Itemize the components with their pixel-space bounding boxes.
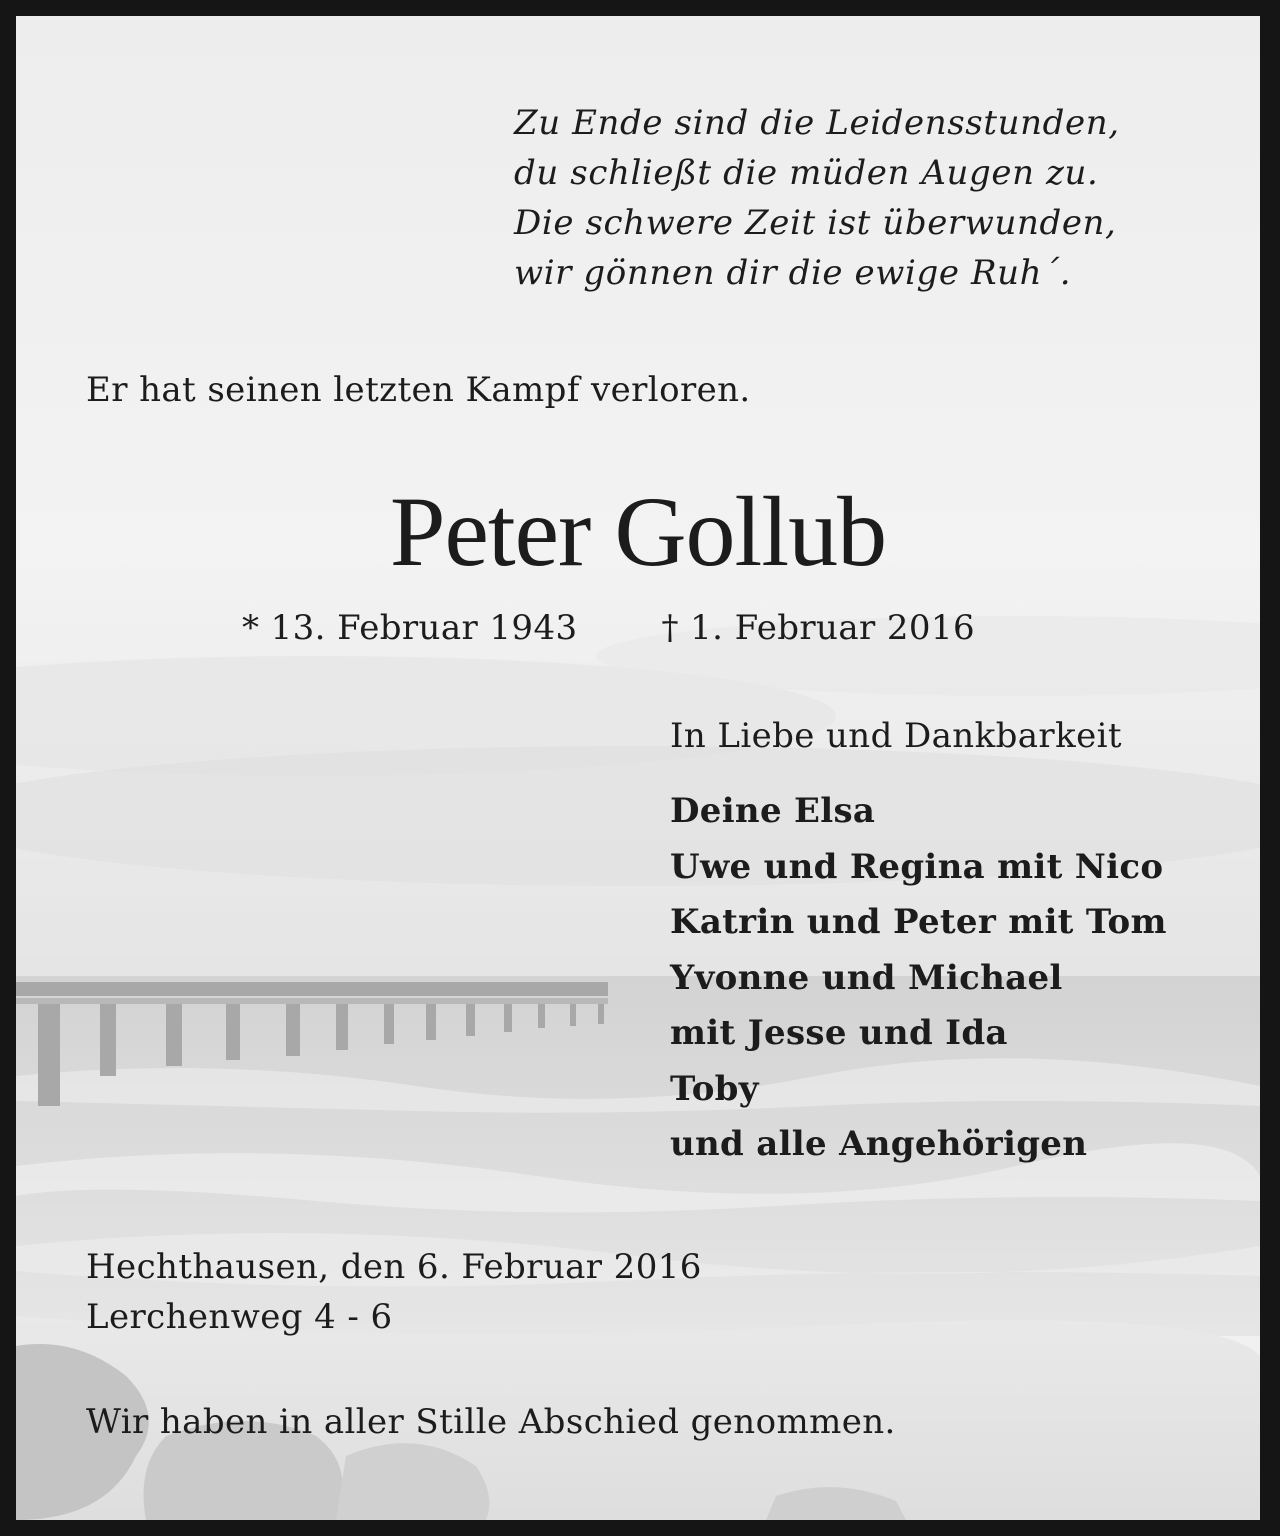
poem-line: Die schwere Zeit ist überwunden, (514, 203, 1117, 243)
place-date: Hechthausen, den 6. Februar 2016 (86, 1247, 702, 1287)
place-and-address (86, 1242, 702, 1342)
mourner-entry: Yvonne und Michael (670, 957, 1063, 998)
death-date: † 1. Februar 2016 (661, 608, 975, 648)
memorial-poem (514, 98, 1120, 298)
mourner-entry: Deine Elsa (670, 791, 876, 831)
mourner-entry: Katrin und Peter mit Tom (670, 902, 1167, 942)
poem-line: wir gönnen dir die ewige Ruh´. (514, 253, 1072, 293)
poem-line: Zu Ende sind die Leidensstunden, (514, 103, 1120, 143)
street-address: Lerchenweg 4 - 6 (86, 1297, 393, 1337)
farewell-note: Wir haben in aller Stille Abschied genommen. (86, 1402, 896, 1442)
life-dates (242, 608, 975, 648)
deceased-name: Peter Gollub (389, 476, 887, 587)
mourner-entry: Uwe und Regina mit Nico (670, 846, 1164, 887)
birth-date: * 13. Februar 1943 (242, 608, 578, 648)
mourner-entry: und alle Angehörigen (670, 1124, 1088, 1164)
poem-line: du schließt die müden Augen zu. (514, 153, 1099, 193)
mourners-list (670, 784, 1167, 1173)
mourner-entry: mit Jesse und Ida (670, 1013, 1008, 1053)
thanks-line: In Liebe und Dankbarkeit (670, 716, 1122, 756)
mourner-entry: Toby (670, 1068, 759, 1109)
intro-sentence: Er hat seinen letzten Kampf verloren. (86, 370, 751, 410)
